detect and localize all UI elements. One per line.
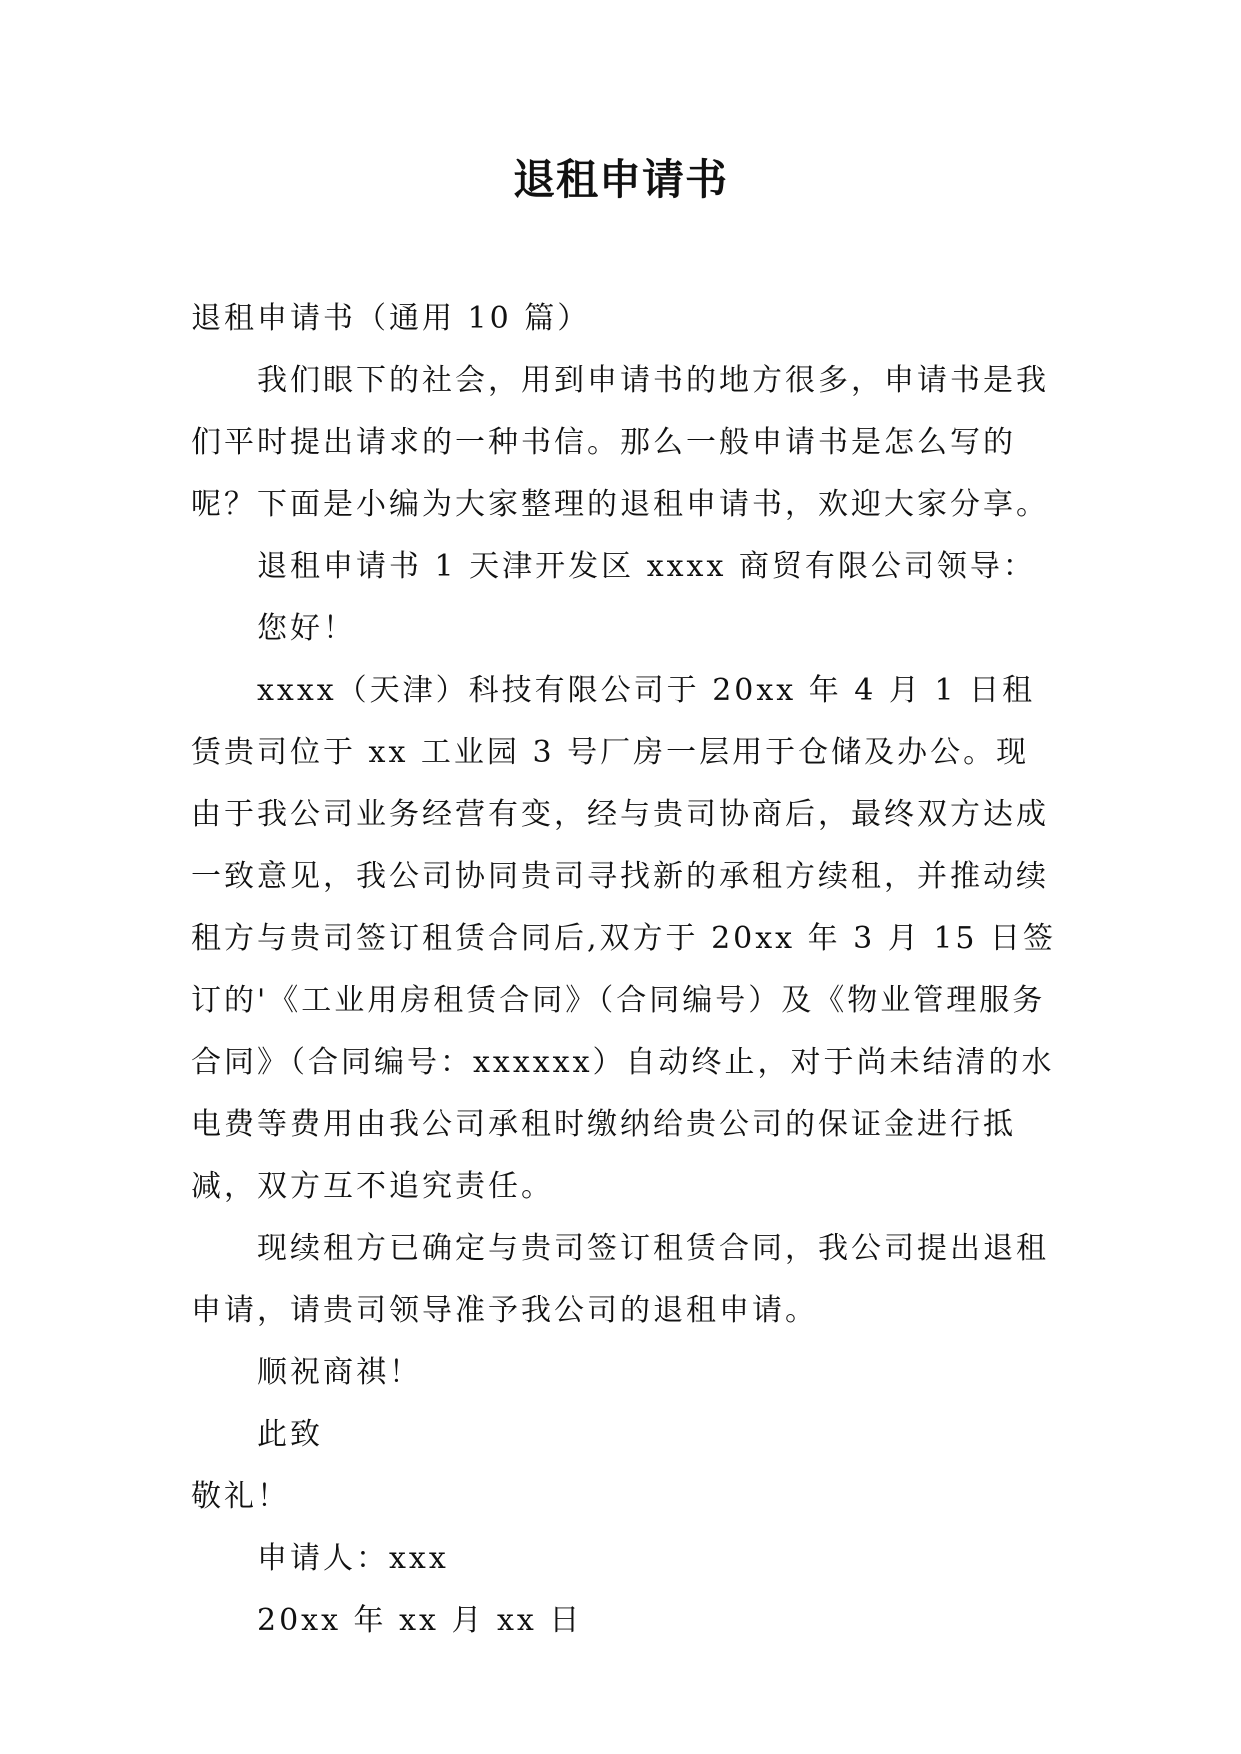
date-line: 20xx 年 xx 月 xx 日 xyxy=(257,1603,583,1638)
closing-line: 此致 xyxy=(257,1417,323,1452)
document-title: 退租申请书 xyxy=(512,155,728,204)
intro-paragraph: 我们眼下的社会，用到申请书的地方很多，申请书是我们平时提出请求的一种书信。那么一般申请书是怎么写的呢？下面是小编为大家整理的退租申请书，欢迎大家分享。 xyxy=(191,363,1049,522)
document-body xyxy=(191,288,1061,1652)
body-paragraph-2: 现续租方已确定与贵司签订租赁合同，我公司提出退租申请，请贵司领导准予我公司的退租申请。 xyxy=(191,1231,1049,1328)
body-paragraph-1: xxxx（天津）科技有限公司于 20xx 年 4 月 1 日租赁贵司位于 xx 工业园 3 号厂房一层用于仓储及办公。现由于我公司业务经营有变，经与贵司协商后，最终双方达成一致意见，我公司协同贵司寻找新的承租方续租，并推动续租方与贵司签订租赁合同后,双方于 20xx 年 3 月 15 日签订的'《工业用房租赁合同》（合同编号）及《物业管理服务合同》（合同编号：xxxxxx）自动终止，对于尚未结清的水电费等费用由我公司承租时缴纳给贵公司的保证金进行抵减，双方互不追究责任。 xyxy=(191,673,1057,1204)
applicant-line: 申请人：xxx xyxy=(257,1541,449,1576)
salute-line: 敬礼！ xyxy=(191,1479,290,1514)
document-subtitle: 退租申请书（通用 10 篇） xyxy=(191,301,591,336)
section-heading: 退租申请书 1 天津开发区 xxxx 商贸有限公司领导： xyxy=(257,549,1036,584)
wishes-line: 顺祝商祺！ xyxy=(257,1355,422,1390)
greeting: 您好！ xyxy=(257,611,356,646)
